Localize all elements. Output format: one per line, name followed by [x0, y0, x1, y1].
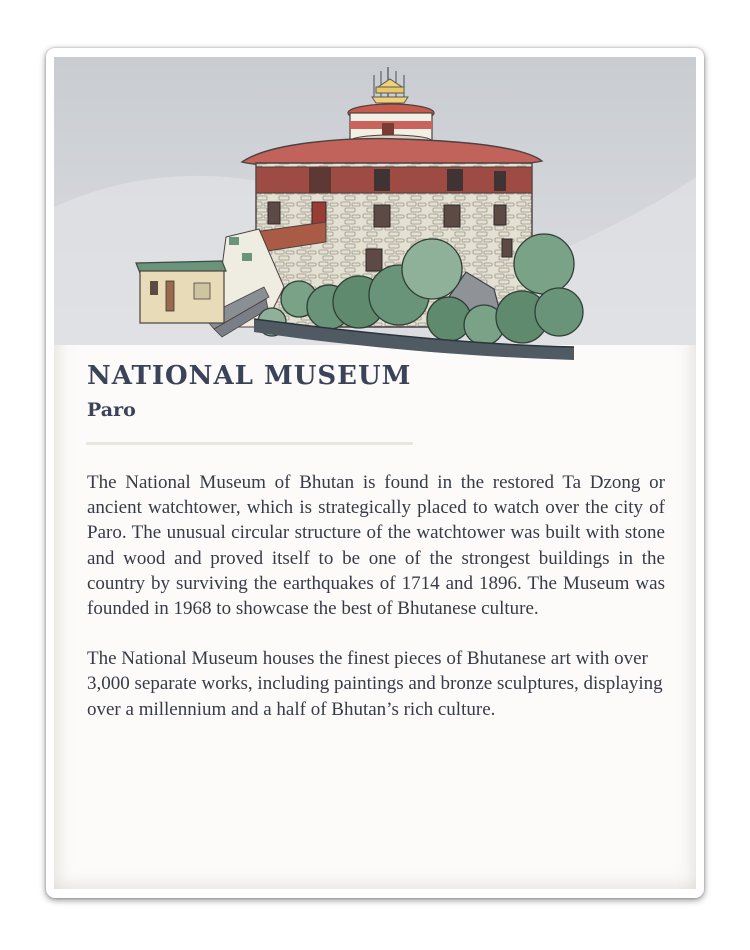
location-subtitle: Paro: [87, 399, 136, 421]
outbuilding: [136, 261, 226, 323]
museum-illustration: [54, 57, 696, 367]
description-paragraph-2: The National Museum houses the finest pieces of Bhutanese art with over 3,000 separate works, including paintings and bronze sculptures, displaying over a millennium and a half of Bhutan’s rich culture.: [87, 648, 663, 720]
card-content: [54, 57, 696, 889]
divider: [86, 442, 413, 445]
description: [87, 470, 665, 747]
description-paragraph-1: The National Museum of Bhutan is found in the restored Ta Dzong or ancient watchtower, which is strategically placed to watch over the city of Paro. The unusual circular structure of the watchtower was built with stone and wood and proved itself to be one of the strongest buildings in the country by surviving the earthquakes of 1714 and 1896. The Museum was founded in 1968 to showcase the best of Bhutanese culture.: [87, 472, 665, 620]
page-title: NATIONAL MUSEUM: [87, 361, 412, 391]
museum-card: [46, 48, 704, 898]
